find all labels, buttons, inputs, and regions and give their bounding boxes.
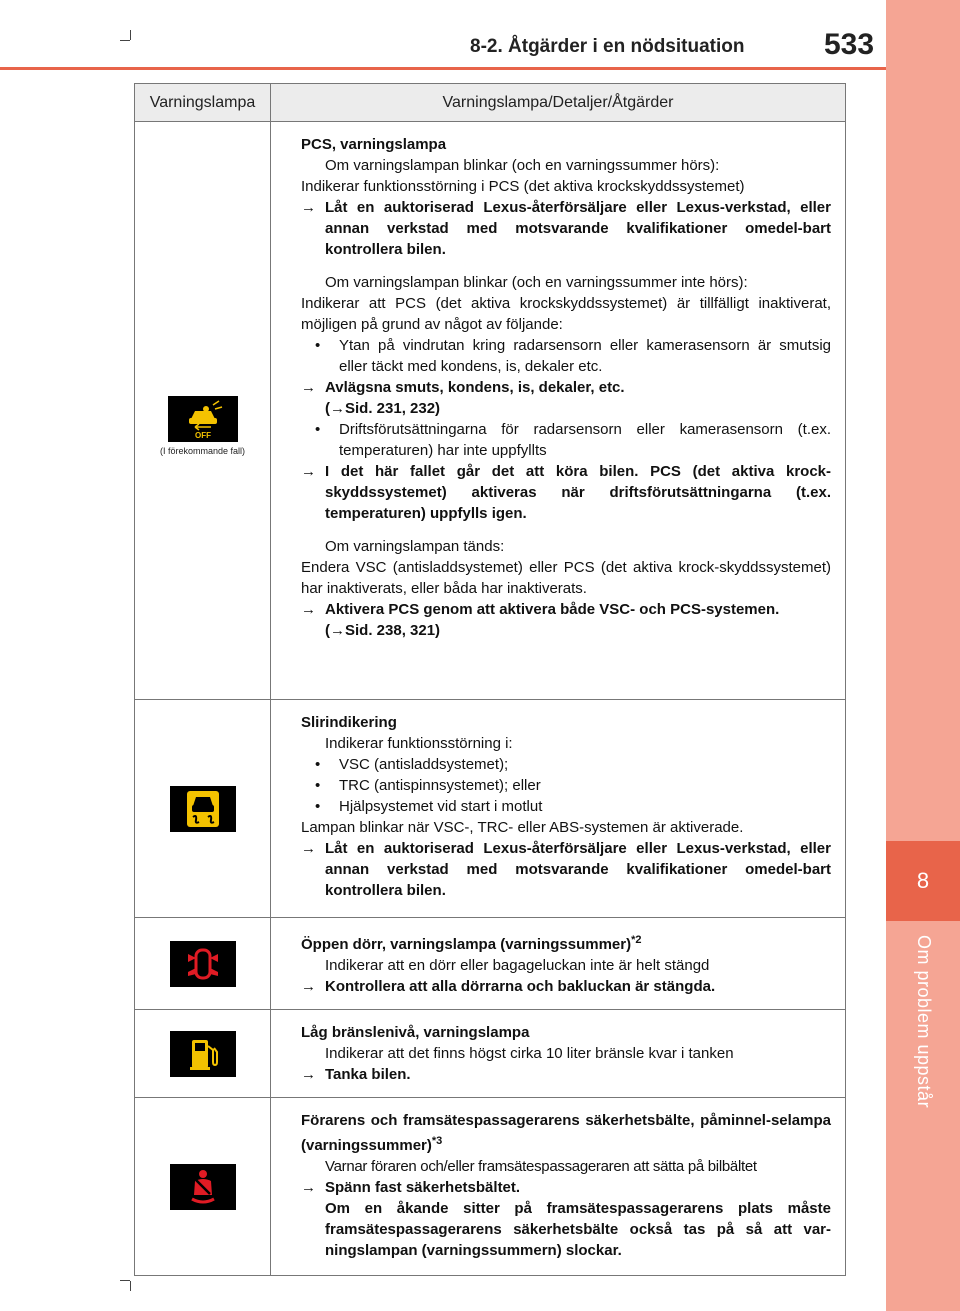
icon-note: (I förekommande fall) [159, 445, 246, 456]
row-title: Öppen dörr, varningslampa (varningssummer)$^{*2}$ [301, 934, 642, 953]
arrow-icon: → [301, 601, 316, 618]
arrow-icon: → [301, 463, 316, 480]
action-text: → Låt en auktoriserad Lexus-återförsäljare eller Lexus-verkstad, eller annan verkstad med motsvarande kvalifikationer omedel-bart kontrollera bilen. [301, 199, 831, 258]
crop-mark [130, 30, 131, 40]
action-text: → Tanka bilen. [301, 1066, 411, 1083]
bullet-item: • Hjälpsystemet vid start i motlut [315, 796, 831, 817]
page-reference: (→Sid. 231, 232) [325, 400, 441, 417]
condition-text: Om varningslampan blinkar (och en varningssummer inte hörs): [325, 274, 748, 291]
table-row [135, 1098, 846, 1276]
details-cell [271, 1010, 846, 1098]
description-text: Indikerar funktionsstörning i PCS (det aktiva krockskyddssystemet) [301, 178, 745, 195]
col-header-details: Varningslampa/Detaljer/Åtgärder [271, 84, 846, 122]
description-text: Indikerar funktionsstörning i: [325, 735, 513, 752]
action-text: → Avlägsna smuts, kondens, is, dekaler, etc. [301, 379, 625, 396]
arrow-icon: → [301, 840, 316, 857]
condition-text: Om varningslampan blinkar (och en varningssummer hörs): [325, 157, 720, 174]
page-header [0, 0, 960, 70]
crop-mark [130, 1281, 131, 1291]
row-title: Låg bränslenivå, varningslampa [301, 1024, 530, 1041]
action-text: → Kontrollera att alla dörrarna och bakluckan är stängda. [301, 978, 716, 995]
arrow-icon: → [301, 199, 316, 216]
row-title: Förarens och framsätespassagerarens säkerhetsbälte, påminnel-selampa (varningssummer)$^{*3}$ [301, 1112, 831, 1154]
action-text: → Spänn fast säkerhetsbältet. [301, 1179, 521, 1196]
table-row [135, 918, 846, 1010]
bullet-item: • VSC (antisladdsystemet); [315, 754, 831, 775]
page-number: 533 [824, 28, 875, 61]
description-text: Lampan blinkar när VSC-, TRC- eller ABS-systemen är aktiverade. [301, 819, 744, 836]
details-cell [271, 122, 846, 700]
crop-mark [120, 1280, 130, 1281]
low-fuel-icon [170, 1031, 236, 1077]
description-text: Endera VSC (antisladdsystemet) eller PCS (det aktiva krock-skyddssystemet) har inaktiverats, eller båda har inaktiverats. [301, 559, 831, 597]
table-header-row [135, 84, 846, 122]
pcs-off-icon [168, 396, 238, 442]
action-detail-text: Om en åkande sitter på framsätespassagerarens plats måste framsätespassagerarens säkerhetsbälte också tas på så att var-ningslampan (varningssummern) slockar. [325, 1200, 831, 1259]
bullet-item: • Driftsförutsättningarna för radarsensorn eller kamerasensorn (t.ex. temperaturen) har inte uppfyllts [315, 419, 831, 461]
icon-cell [135, 700, 271, 918]
table-row [135, 700, 846, 918]
col-header-lamp: Varningslampa [135, 84, 271, 122]
icon-cell [135, 122, 271, 700]
arrow-icon: → [301, 1066, 316, 1083]
row-title: PCS, varningslampa [301, 136, 447, 153]
chapter-label: Om problem uppstår [914, 935, 934, 1109]
row-title: Slirindikering [301, 714, 397, 731]
details-cell [271, 700, 846, 918]
description-text: Indikerar att PCS (det aktiva krockskyddssystemet) är tillfälligt inaktiverat, möjligen på grund av något av följande: [301, 295, 831, 333]
bullet-item: • Ytan på vindrutan kring radarsensorn eller kamerasensorn är smutsig eller täckt med kondens, is, dekaler etc. [315, 335, 831, 377]
slip-indicator-icon [170, 786, 236, 832]
action-text: → Aktivera PCS genom att aktivera både VSC- och PCS-systemen. [301, 601, 780, 618]
icon-cell [135, 1098, 271, 1276]
description-text: Varnar föraren och/eller framsätespassageraren att sätta på bilbältet [325, 1158, 757, 1175]
seatbelt-reminder-icon [170, 1164, 236, 1210]
chapter-number: 8 [886, 841, 960, 921]
header-rule [0, 67, 886, 70]
action-text: → Låt en auktoriserad Lexus-återförsäljare eller Lexus-verkstad, eller annan verkstad med motsvarande kvalifikationer omedel-bart kontrollera bilen. [301, 840, 831, 899]
arrow-icon: → [301, 379, 316, 396]
section-title: 8-2. Åtgärder i en nödsituation [470, 36, 745, 57]
description-text: Indikerar att en dörr eller bagageluckan inte är helt stängd [325, 957, 710, 974]
icon-cell [135, 918, 271, 1010]
details-cell [271, 918, 846, 1010]
icon-cell [135, 1010, 271, 1098]
table-row [135, 1010, 846, 1098]
details-cell [271, 1098, 846, 1276]
condition-text: Om varningslampan tänds: [325, 538, 505, 555]
page-reference: (→Sid. 238, 321) [325, 622, 441, 639]
table-row [135, 122, 846, 700]
arrow-icon: → [301, 978, 316, 995]
arrow-icon: → [301, 1179, 316, 1196]
icon-off-label: OFF [194, 430, 211, 439]
crop-mark [120, 40, 130, 41]
warning-lamp-table [134, 83, 846, 1276]
description-text: Indikerar att det finns högst cirka 10 liter bränsle kvar i tanken [325, 1045, 734, 1062]
action-text: → I det här fallet går det att köra bilen. PCS (det aktiva krock-skyddssystemet) aktiveras när driftsförutsättningarna (t.ex. temperaturen) uppfylls igen. [301, 463, 831, 522]
open-door-icon [170, 941, 236, 987]
bullet-item: • TRC (antispinnsystemet); eller [315, 775, 831, 796]
